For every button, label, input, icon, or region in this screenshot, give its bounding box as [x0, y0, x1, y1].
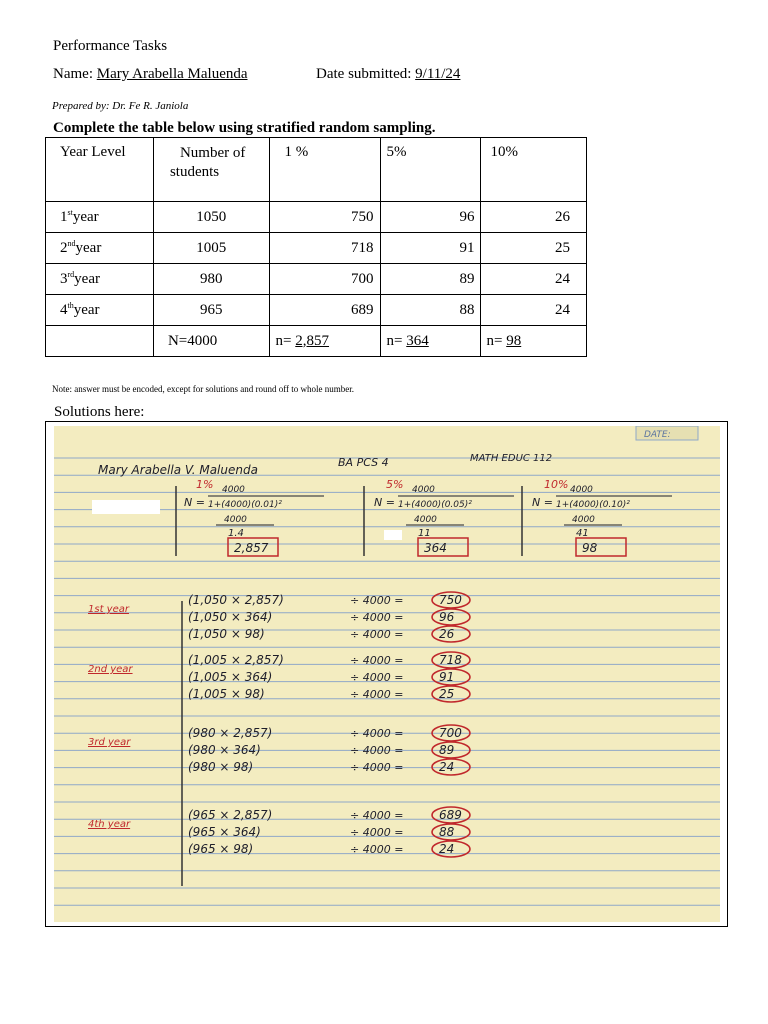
hw-subject: MATH EDUC 112: [470, 453, 553, 464]
sampling-table: [45, 137, 587, 357]
date-value: 9/11/24: [415, 66, 461, 82]
sample-1pct-cell: 689: [269, 295, 380, 326]
hw-result: 25: [439, 687, 455, 701]
hw-answer: 98: [582, 541, 598, 555]
hw-result: 26: [439, 627, 455, 641]
hw-year-label: 4th year: [88, 819, 131, 830]
student-name: [53, 66, 248, 83]
hw-step-denominator: 11: [418, 528, 431, 539]
hw-numerator: 4000: [414, 515, 437, 525]
sample-size-10pct-cell: n= 98: [480, 326, 587, 357]
hw-result: 91: [439, 670, 455, 684]
hw-denominator: 1+(4000)(0.01)²: [208, 500, 282, 510]
stratum-calculations: [88, 592, 470, 857]
date-submitted: [316, 66, 460, 83]
hw-calc-operator: ÷ 4000 =: [350, 628, 404, 641]
hw-calc-expression: (980 × 2,857): [188, 726, 273, 740]
hw-formula-n: N =: [374, 496, 395, 509]
sample-5pct-cell: 91: [380, 233, 480, 264]
hw-result: 96: [439, 610, 455, 624]
hw-formula-n: N =: [184, 496, 205, 509]
hw-calc-expression: (1,005 × 364): [188, 670, 273, 684]
hw-denominator: 1+(4000)(0.05)²: [398, 500, 472, 510]
sample-5pct-cell: 96: [380, 202, 480, 233]
table-row: [46, 233, 587, 264]
students-cell: 980: [153, 264, 269, 295]
year-level-cell: 4thyear: [46, 295, 154, 326]
hw-step-denominator: 41: [576, 528, 589, 539]
year-level-cell: 1styear: [46, 202, 154, 233]
hw-calc-expression: (980 × 364): [188, 743, 261, 757]
hw-calc-expression: (1,005 × 2,857): [188, 653, 284, 667]
hw-calc-operator: ÷ 4000 =: [350, 809, 404, 822]
hw-answer: 364: [424, 541, 447, 555]
table-row: [46, 295, 587, 326]
hw-step-denominator: 1.4: [228, 528, 244, 539]
hw-calc-operator: ÷ 4000 =: [350, 688, 404, 701]
hw-percent-label: 5%: [386, 478, 404, 491]
hw-calc-operator: ÷ 4000 =: [350, 843, 404, 856]
sample-size-1pct-cell: n= 2,857: [269, 326, 380, 357]
hw-result: 750: [439, 593, 462, 607]
hw-result: 689: [439, 808, 462, 822]
hw-result: 24: [439, 842, 455, 856]
hw-calc-operator: ÷ 4000 =: [350, 826, 404, 839]
note-text: Note: answer must be encoded, except for solutions and round off to whole number.: [52, 384, 355, 394]
hw-result: 24: [439, 760, 455, 774]
hw-result: 718: [439, 653, 462, 667]
table-totals-row: [46, 326, 587, 357]
hw-year-label: 3rd year: [88, 737, 131, 748]
sample-10pct-cell: 26: [480, 202, 587, 233]
hw-calc-operator: ÷ 4000 =: [350, 671, 404, 684]
hw-answer: 2,857: [234, 541, 269, 555]
instruction: Complete the table below using stratified random sampling.: [53, 120, 436, 136]
redaction-block: [384, 530, 402, 540]
solutions-photo: [54, 426, 720, 922]
page-title: Performance Tasks: [53, 38, 168, 54]
date-tab-label: DATE:: [644, 430, 671, 440]
header-number-of-students: [153, 138, 269, 202]
hw-calc-expression: (1,050 × 98): [188, 627, 265, 641]
sample-1pct-cell: 750: [269, 202, 380, 233]
students-cell: 965: [153, 295, 269, 326]
hw-percent-label: 10%: [544, 478, 569, 491]
hw-year-label: 1st year: [88, 604, 129, 615]
hw-percent-label: 1%: [196, 478, 214, 491]
solutions-photo-frame: [45, 421, 728, 927]
hw-numerator: 4000: [222, 485, 245, 495]
header-year-level: Year Level: [46, 138, 154, 202]
totals-blank-cell: [46, 326, 154, 357]
hw-numerator: 4000: [572, 515, 595, 525]
header-5-percent: 5%: [380, 138, 480, 202]
students-cell: 1050: [153, 202, 269, 233]
name-label: Name:: [53, 66, 93, 82]
sample-1pct-cell: 700: [269, 264, 380, 295]
hw-calc-expression: (980 × 98): [188, 760, 254, 774]
notebook-page: [54, 426, 720, 922]
header-1-percent: 1 %: [269, 138, 380, 202]
hw-result: 88: [439, 825, 455, 839]
sample-5pct-cell: 88: [380, 295, 480, 326]
hw-calc-expression: (965 × 2,857): [188, 808, 273, 822]
hw-calc-expression: (1,005 × 98): [188, 687, 265, 701]
hw-calc-expression: (965 × 364): [188, 825, 261, 839]
header-number-of: Number of: [179, 145, 246, 161]
table-header-row: [46, 138, 587, 202]
hw-calc-operator: ÷ 4000 =: [350, 727, 404, 740]
hw-course: BA PCS 4: [338, 456, 389, 469]
sample-size-5pct-cell: n= 364: [380, 326, 480, 357]
header-students: students: [169, 164, 220, 180]
hw-calc-operator: ÷ 4000 =: [350, 744, 404, 757]
hw-denominator: 1+(4000)(0.10)²: [556, 500, 630, 510]
sample-1pct-cell: 718: [269, 233, 380, 264]
students-cell: 1005: [153, 233, 269, 264]
table-row: [46, 264, 587, 295]
year-level-cell: 2ndyear: [46, 233, 154, 264]
year-level-cell: 3rdyear: [46, 264, 154, 295]
header-10-percent: 10%: [480, 138, 587, 202]
table-row: [46, 202, 587, 233]
population-total-cell: N=4000: [153, 326, 269, 357]
hw-calc-expression: (1,050 × 2,857): [188, 593, 284, 607]
hw-calc-operator: ÷ 4000 =: [350, 611, 404, 624]
sample-10pct-cell: 25: [480, 233, 587, 264]
solutions-label: Solutions here:: [54, 404, 145, 420]
hw-year-label: 2nd year: [88, 664, 133, 675]
hw-numerator: 4000: [224, 515, 247, 525]
hw-calc-expression: (1,050 × 364): [188, 610, 273, 624]
hw-result: 89: [439, 743, 455, 757]
hw-calc-operator: ÷ 4000 =: [350, 594, 404, 607]
sample-10pct-cell: 24: [480, 264, 587, 295]
hw-formula-n: N =: [532, 496, 553, 509]
prepared-by: Prepared by: Dr. Fe R. Janiola: [52, 100, 189, 112]
hw-numerator: 4000: [412, 485, 435, 495]
hw-calc-operator: ÷ 4000 =: [350, 654, 404, 667]
hw-numerator: 4000: [570, 485, 593, 495]
redaction-block: [92, 500, 160, 514]
hw-student-name: Mary Arabella V. Maluenda: [98, 463, 258, 477]
hw-calc-operator: ÷ 4000 =: [350, 761, 404, 774]
sample-5pct-cell: 89: [380, 264, 480, 295]
name-value: Mary Arabella Maluenda: [96, 66, 248, 82]
date-label: Date submitted:: [316, 66, 412, 82]
hw-calc-expression: (965 × 98): [188, 842, 254, 856]
hw-result: 700: [439, 726, 462, 740]
sample-10pct-cell: 24: [480, 295, 587, 326]
